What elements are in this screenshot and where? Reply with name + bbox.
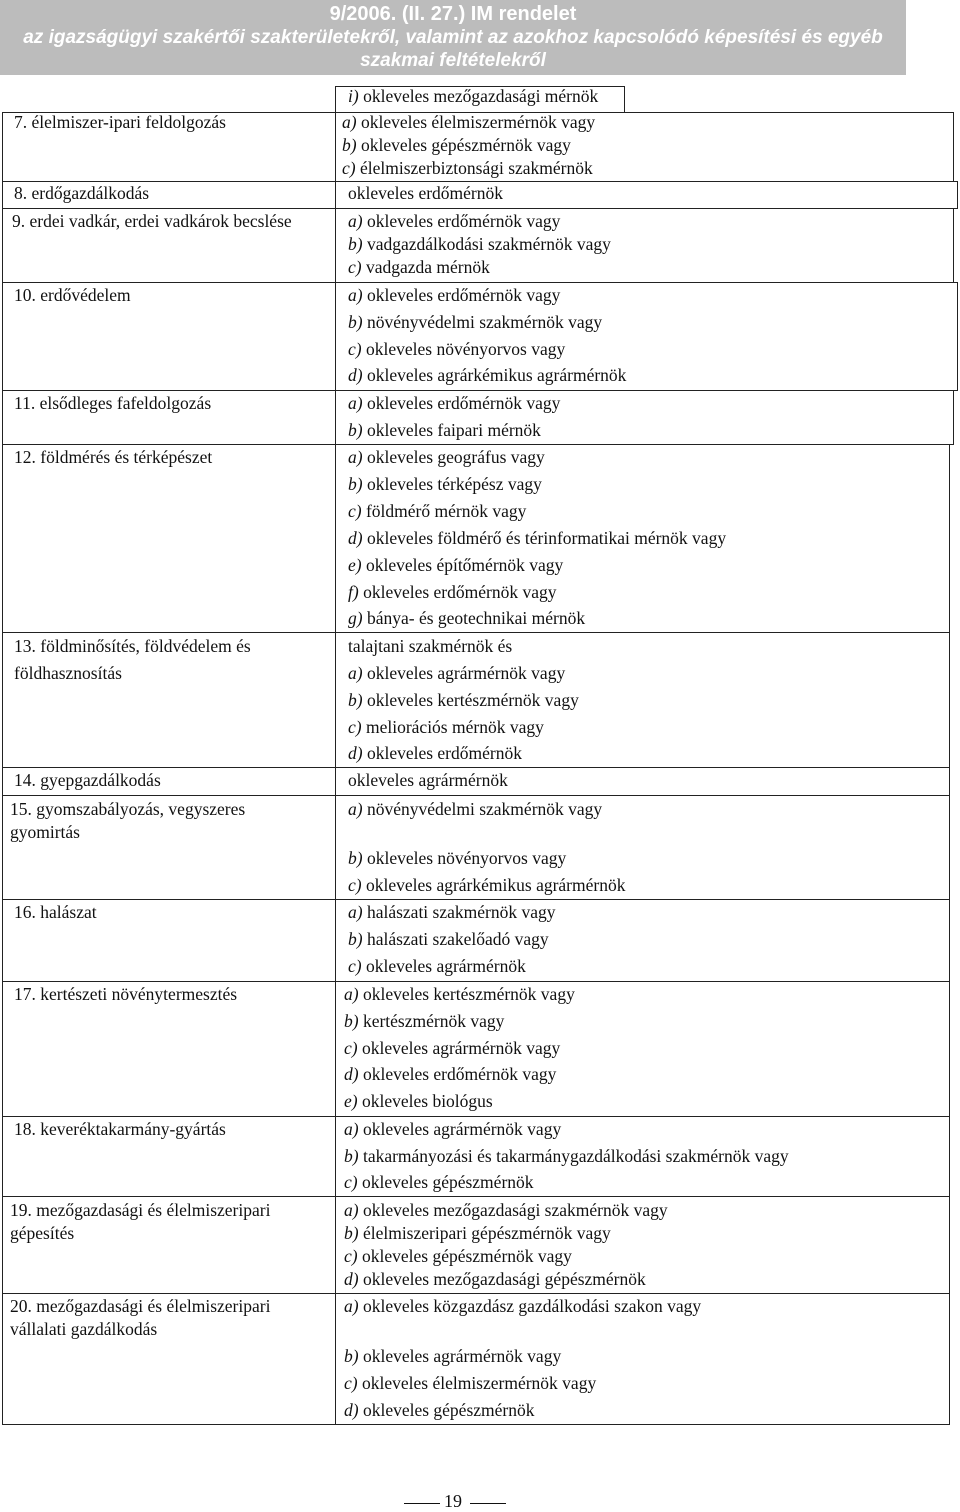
- qualification-item: c) okleveles gépészmérnök: [344, 1172, 534, 1192]
- column-divider: [335, 1196, 336, 1293]
- header-subtitle-line1: az igazságügyi szakértői szakterületekről, valamint az azokhoz kapcsolódó képesítési és egyéb: [23, 27, 883, 48]
- field-name: vállalati gazdálkodás: [10, 1319, 158, 1339]
- qualification-item: c) vadgazda mérnök: [348, 257, 490, 277]
- qualification-item: okleveles agrármérnök: [348, 770, 508, 790]
- qualification-item: c) földmérő mérnök vagy: [348, 501, 527, 521]
- qualification-item: okleveles erdőmérnök: [348, 183, 504, 203]
- qualification-item: b) halászati szakelőadó vagy: [348, 929, 549, 949]
- qualification-item: f) okleveles erdőmérnök vagy: [348, 582, 557, 602]
- field-name: 7. élelmiszer-ipari feldolgozás: [14, 112, 226, 132]
- qualification-item: c) okleveles növényorvos vagy: [348, 339, 566, 359]
- qualification-item: g) bánya- és geotechnikai mérnök: [348, 608, 586, 628]
- qualification-item: b) növényvédelmi szakmérnök vagy: [348, 312, 603, 332]
- qualification-item: b) okleveles agrármérnök vagy: [344, 1346, 562, 1366]
- field-name: 20. mezőgazdasági és élelmiszeripari: [10, 1296, 271, 1316]
- field-name: 14. gyepgazdálkodás: [14, 770, 161, 790]
- field-name: 10. erdővédelem: [14, 285, 131, 305]
- qualification-item: c) meliorációs mérnök vagy: [348, 717, 544, 737]
- qualification-item: c) élelmiszerbiztonsági szakmérnök: [342, 158, 593, 178]
- document-header: [0, 0, 906, 75]
- qualification-item: e) okleveles építőmérnök vagy: [348, 555, 564, 575]
- column-divider: [335, 390, 336, 444]
- field-name: 11. elsődleges fafeldolgozás: [14, 393, 212, 413]
- column-divider: [335, 282, 336, 390]
- qualification-item: a) halászati szakmérnök vagy: [348, 902, 556, 922]
- qualification-item: b) okleveles térképész vagy: [348, 474, 542, 494]
- qualification-item: d) okleveles mezőgazdasági gépészmérnök: [344, 1269, 646, 1289]
- column-divider: [335, 795, 336, 899]
- qualification-item: d) okleveles gépészmérnök: [344, 1400, 535, 1420]
- qualification-item: a) okleveles erdőmérnök vagy: [348, 211, 561, 231]
- qualification-item: d) okleveles erdőmérnök vagy: [344, 1064, 557, 1084]
- column-divider: [335, 444, 336, 632]
- field-name: 12. földmérés és térképészet: [14, 447, 213, 467]
- qualification-item: c) okleveles agrármérnök: [348, 956, 526, 976]
- qualification-item: a) okleveles élelmiszermérnök vagy: [342, 112, 596, 132]
- qualification-item: b) okleveles növényorvos vagy: [348, 848, 567, 868]
- field-name: 19. mezőgazdasági és élelmiszeripari: [10, 1200, 271, 1220]
- header-subtitle-line2: szakmai feltételekről: [360, 50, 546, 71]
- qualification-item: b) okleveles faipari mérnök: [348, 420, 541, 440]
- field-name: gépesítés: [10, 1223, 75, 1243]
- column-divider: [335, 632, 336, 767]
- qualification-item: c) okleveles gépészmérnök vagy: [344, 1246, 572, 1266]
- qualification-item: b) okleveles gépészmérnök vagy: [342, 135, 571, 155]
- field-name: 13. földminősítés, földvédelem és: [14, 636, 251, 656]
- field-name: 9. erdei vadkár, erdei vadkárok becslése: [12, 211, 292, 231]
- column-divider: [335, 899, 336, 981]
- field-name: 15. gyomszabályozás, vegyszeres: [10, 799, 246, 819]
- column-divider: [335, 981, 336, 1116]
- field-name: 8. erdőgazdálkodás: [14, 183, 150, 203]
- field-name: 18. keveréktakarmány-gyártás: [14, 1119, 226, 1139]
- qualification-item: b) kertészmérnök vagy: [344, 1011, 505, 1031]
- column-divider: [335, 181, 336, 208]
- qualification-item: c) okleveles élelmiszermérnök vagy: [344, 1373, 597, 1393]
- qualification-item: a) okleveles erdőmérnök vagy: [348, 285, 561, 305]
- column-divider: [335, 1116, 336, 1196]
- qualification-item: c) okleveles agrárkémikus agrármérnök: [348, 875, 626, 895]
- qualification-item: talajtani szakmérnök és: [348, 636, 513, 656]
- column-divider: [335, 208, 336, 282]
- qualification-item: a) okleveles geográfus vagy: [348, 447, 545, 467]
- qualification-item: d) okleveles agrárkémikus agrármérnök: [348, 365, 627, 385]
- field-name: gyomirtás: [10, 822, 80, 842]
- column-divider: [335, 1293, 336, 1424]
- qualification-item: a) okleveles agrármérnök vagy: [344, 1119, 562, 1139]
- qualification-item: b) vadgazdálkodási szakmérnök vagy: [348, 234, 611, 254]
- qualification-item: a) okleveles mezőgazdasági szakmérnök vagy: [344, 1200, 668, 1220]
- footer-dash-right: [470, 1503, 506, 1504]
- qualification-item: a) okleveles kertészmérnök vagy: [344, 984, 575, 1004]
- header-title: 9/2006. (II. 27.) IM rendelet: [329, 3, 577, 25]
- column-divider: [335, 767, 336, 795]
- field-name: földhasznosítás: [14, 663, 122, 683]
- page-number: 19: [444, 1491, 462, 1511]
- qualification-item: a) okleveles agrármérnök vagy: [348, 663, 566, 683]
- field-name: 17. kertészeti növénytermesztés: [14, 984, 238, 1004]
- qualification-item: c) okleveles agrármérnök vagy: [344, 1038, 561, 1058]
- qualification-item: b) élelmiszeripari gépészmérnök vagy: [344, 1223, 611, 1243]
- qualification-item: d) okleveles erdőmérnök: [348, 743, 522, 763]
- qualification-item: e) okleveles biológus: [344, 1091, 493, 1111]
- qualification-item: i) okleveles mezőgazdasági mérnök: [348, 86, 599, 106]
- column-divider: [335, 112, 336, 181]
- qualification-item: a) okleveles erdőmérnök vagy: [348, 393, 561, 413]
- field-name: 16. halászat: [14, 902, 97, 922]
- qualification-item: b) takarmányozási és takarmánygazdálkodási szakmérnök vagy: [344, 1146, 789, 1166]
- qualification-item: a) okleveles közgazdász gazdálkodási szakon vagy: [344, 1296, 702, 1316]
- qualification-item: d) okleveles földmérő és térinformatikai mérnök vagy: [348, 528, 727, 548]
- qualification-item: a) növényvédelmi szakmérnök vagy: [348, 799, 603, 819]
- footer-dash-left: [404, 1503, 440, 1504]
- qualification-item: b) okleveles kertészmérnök vagy: [348, 690, 579, 710]
